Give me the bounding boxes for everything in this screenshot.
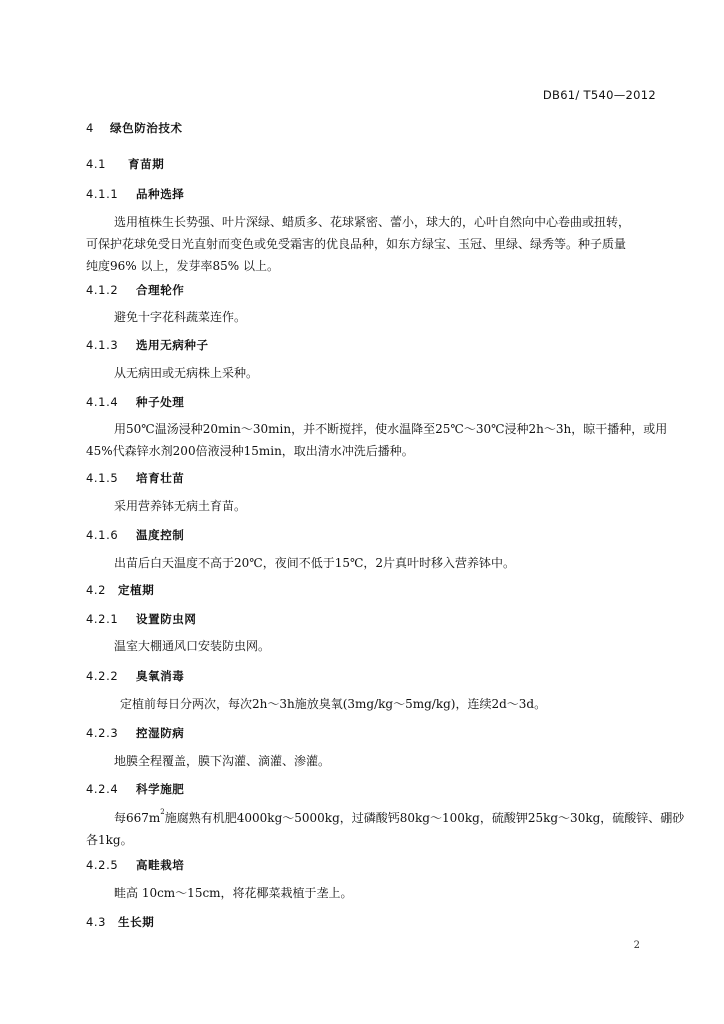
section-number: 4.1.1 [86,187,119,201]
section-number: 4.2.4 [86,782,119,796]
section-heading-4-2-4 [86,781,184,797]
section-heading-4-1-5 [86,470,184,486]
section-heading-4 [86,120,183,136]
section-heading-4-2-1 [86,611,197,627]
section-title: 温度控制 [136,528,185,542]
paragraph-line: 出苗后白天温度不高于20℃，夜间不低于15℃，2片真叶时移入营养钵中。 [114,556,516,570]
paragraph-line: 选用植株生长势强、叶片深绿、蜡质多、花球紧密、蕾小，球大的，心叶自然向中心卷曲或扭转， [114,215,631,229]
section-number: 4.2.3 [86,726,119,740]
paragraph-line: 畦高 10cm～15cm，将花椰菜栽植于垄上。 [114,886,353,900]
paragraph-line: 各1kg。 [86,833,133,847]
section-number: 4.2 [86,583,107,597]
section-heading-4-1-2 [86,282,184,298]
section-heading-4-2-3 [86,725,184,741]
paragraph-line: 采用营养钵无病土育苗。 [114,499,247,513]
section-title: 培育壮苗 [136,471,185,485]
paragraph-line: 地膜全程覆盖，膜下沟灌、滴灌、渗灌。 [114,754,331,768]
section-number: 4 [86,121,94,135]
section-number: 4.1.5 [86,471,119,485]
section-number: 4.1.3 [86,338,119,352]
paragraph-line: 45%代森锌水剂200倍液浸种15min，取出清水冲洗后播种。 [86,444,414,458]
section-title: 选用无病种子 [136,338,209,352]
section-title: 合理轮作 [136,283,185,297]
section-title: 绿色防治技术 [110,121,183,135]
section-heading-4-1-4 [86,394,184,410]
paragraph-line: 可保护花球免受日光直射而变色或免受霜害的优良品种，如东方绿宝、玉冠、里绿、绿秀等。种子质量 [86,237,627,251]
section-title: 臭氧消毒 [136,669,185,683]
paragraph-line [114,809,684,826]
section-heading-4-2-5 [86,857,184,873]
section-title: 控湿防病 [136,726,185,740]
paragraph-line: 温室大棚通风口安装防虫网。 [114,639,271,653]
section-number: 4.1 [86,157,107,171]
section-heading-4-2-2 [86,668,184,684]
paragraph-line: 用50℃温汤浸种20min～30min，并不断搅拌，使水温降至25℃～30℃浸种2h～3h，晾干播种，或用 [114,422,668,436]
page-number: 2 [633,940,640,951]
section-number: 4.2.2 [86,669,119,683]
section-title: 育苗期 [128,157,165,171]
section-heading-4-1 [86,156,164,172]
paragraph-line: 避免十字花科蔬菜连作。 [114,310,247,324]
superscript: 2 [160,808,165,816]
paragraph-line: 定植前每日分两次，每次2h～3h施放臭氧(3mg/kg～5mg/kg)，连续2d～3d。 [120,697,547,711]
document-code: DB61/ T540—2012 [542,88,656,102]
section-number: 4.1.6 [86,528,119,542]
section-title: 高畦栽培 [136,858,185,872]
section-heading-4-3 [86,914,154,930]
section-title: 生长期 [118,915,155,929]
section-title: 定植期 [118,583,155,597]
section-number: 4.2.5 [86,858,119,872]
text-segment: 施腐熟有机肥4000kg～5000kg，过磷酸钙80kg～100kg，硫酸钾25kg～30kg，硫酸锌、硼砂 [164,811,685,825]
section-number: 4.1.4 [86,395,119,409]
section-title: 品种选择 [136,187,185,201]
section-title: 种子处理 [136,395,185,409]
paragraph-line: 从无病田或无病株上采种。 [114,366,259,380]
paragraph-line: 纯度96% 以上，发芽率85% 以上。 [86,259,279,273]
section-number: 4.3 [86,915,107,929]
section-number: 4.2.1 [86,612,119,626]
section-number: 4.1.2 [86,283,119,297]
section-title: 设置防虫网 [136,612,197,626]
section-heading-4-2 [86,582,154,598]
section-heading-4-1-3 [86,337,209,353]
section-heading-4-1-1 [86,186,184,202]
text-segment: 每667m [114,811,161,825]
section-heading-4-1-6 [86,527,184,543]
section-title: 科学施肥 [136,782,185,796]
